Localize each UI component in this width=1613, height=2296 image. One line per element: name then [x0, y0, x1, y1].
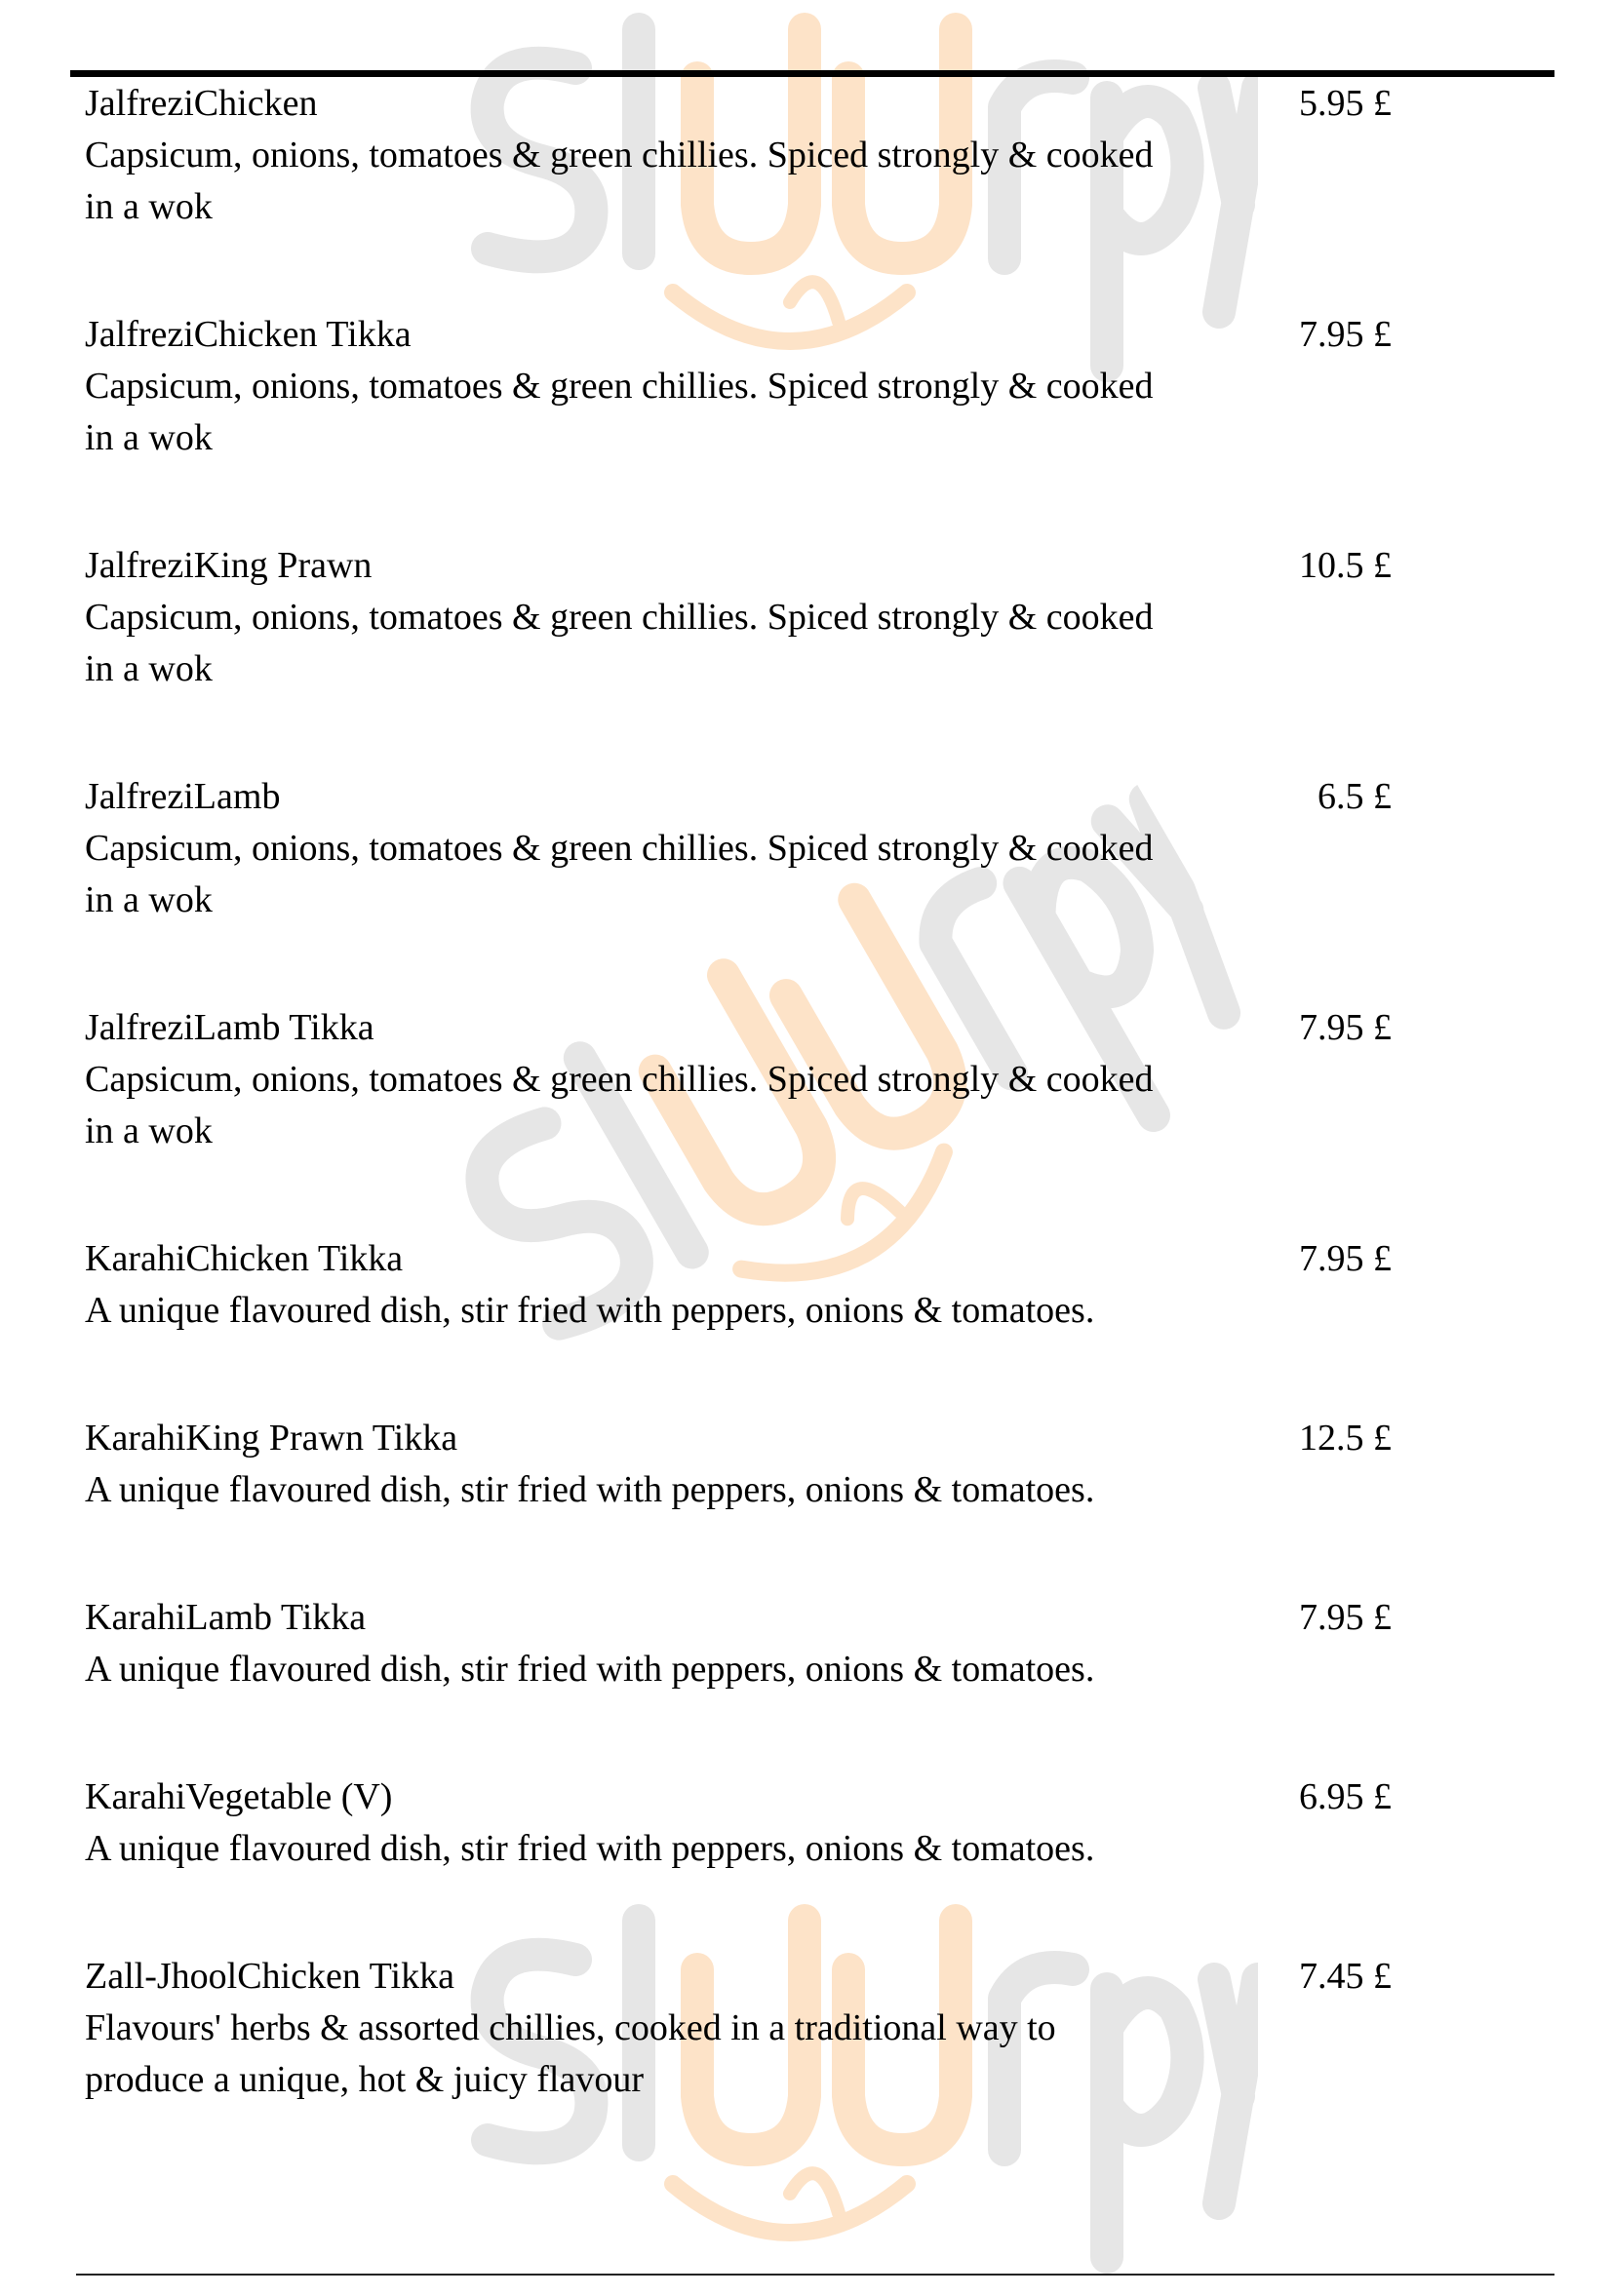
item-name: KarahiKing Prawn Tikka	[85, 1418, 458, 1459]
item-description: A unique flavoured dish, stir fried with peppers, onions & tomatoes.	[85, 1469, 1095, 1510]
item-name: JalfreziKing Prawn	[85, 545, 373, 586]
item-price: 7.95 £	[1299, 1597, 1392, 1638]
item-price: 7.95 £	[1299, 314, 1392, 355]
item-description: Capsicum, onions, tomatoes & green chillies. Spiced strongly & cooked in a wok	[85, 1059, 1154, 1151]
item-name: JalfreziChicken Tikka	[85, 314, 412, 355]
menu-item	[85, 1592, 1392, 1695]
item-description: Capsicum, onions, tomatoes & green chillies. Spiced strongly & cooked in a wok	[85, 828, 1154, 920]
menu-item	[85, 309, 1392, 464]
item-description: A unique flavoured dish, stir fried with peppers, onions & tomatoes.	[85, 1828, 1095, 1869]
item-price: 10.5 £	[1299, 545, 1392, 586]
item-name: Zall-JhoolChicken Tikka	[85, 1956, 454, 1997]
item-price: 12.5 £	[1299, 1418, 1392, 1459]
top-rule-left	[70, 70, 1240, 75]
item-name: KarahiVegetable (V)	[85, 1776, 393, 1817]
menu-item	[85, 1002, 1392, 1157]
item-description: A unique flavoured dish, stir fried with peppers, onions & tomatoes.	[85, 1649, 1095, 1690]
item-name: JalfreziLamb Tikka	[85, 1007, 374, 1048]
item-name: JalfreziLamb	[85, 776, 281, 817]
menu-item	[85, 540, 1392, 695]
item-name: JalfreziChicken	[85, 83, 318, 124]
item-description: Capsicum, onions, tomatoes & green chillies. Spiced strongly & cooked in a wok	[85, 135, 1154, 227]
menu-item	[85, 771, 1392, 926]
item-price: 6.95 £	[1299, 1776, 1392, 1817]
item-price: 7.45 £	[1299, 1956, 1392, 1997]
item-price: 5.95 £	[1299, 83, 1392, 124]
item-price: 6.5 £	[1318, 776, 1392, 817]
menu-list	[85, 78, 1392, 2182]
item-name: KarahiChicken Tikka	[85, 1238, 404, 1279]
menu-item	[85, 1771, 1392, 1875]
item-name: KarahiLamb Tikka	[85, 1597, 367, 1638]
item-price: 7.95 £	[1299, 1238, 1392, 1279]
item-description: Capsicum, onions, tomatoes & green chillies. Spiced strongly & cooked in a wok	[85, 366, 1154, 458]
bottom-rule	[76, 2274, 1554, 2276]
item-description: Flavours' herbs & assorted chillies, cooked in a traditional way to produce a unique, hot & juicy flavour	[85, 2007, 1056, 2100]
item-description: A unique flavoured dish, stir fried with peppers, onions & tomatoes.	[85, 1290, 1095, 1331]
item-price: 7.95 £	[1299, 1007, 1392, 1048]
menu-item	[85, 78, 1392, 233]
menu-item	[85, 1413, 1392, 1516]
menu-item	[85, 1951, 1392, 2106]
item-description: Capsicum, onions, tomatoes & green chillies. Spiced strongly & cooked in a wok	[85, 597, 1154, 689]
menu-item	[85, 1233, 1392, 1337]
